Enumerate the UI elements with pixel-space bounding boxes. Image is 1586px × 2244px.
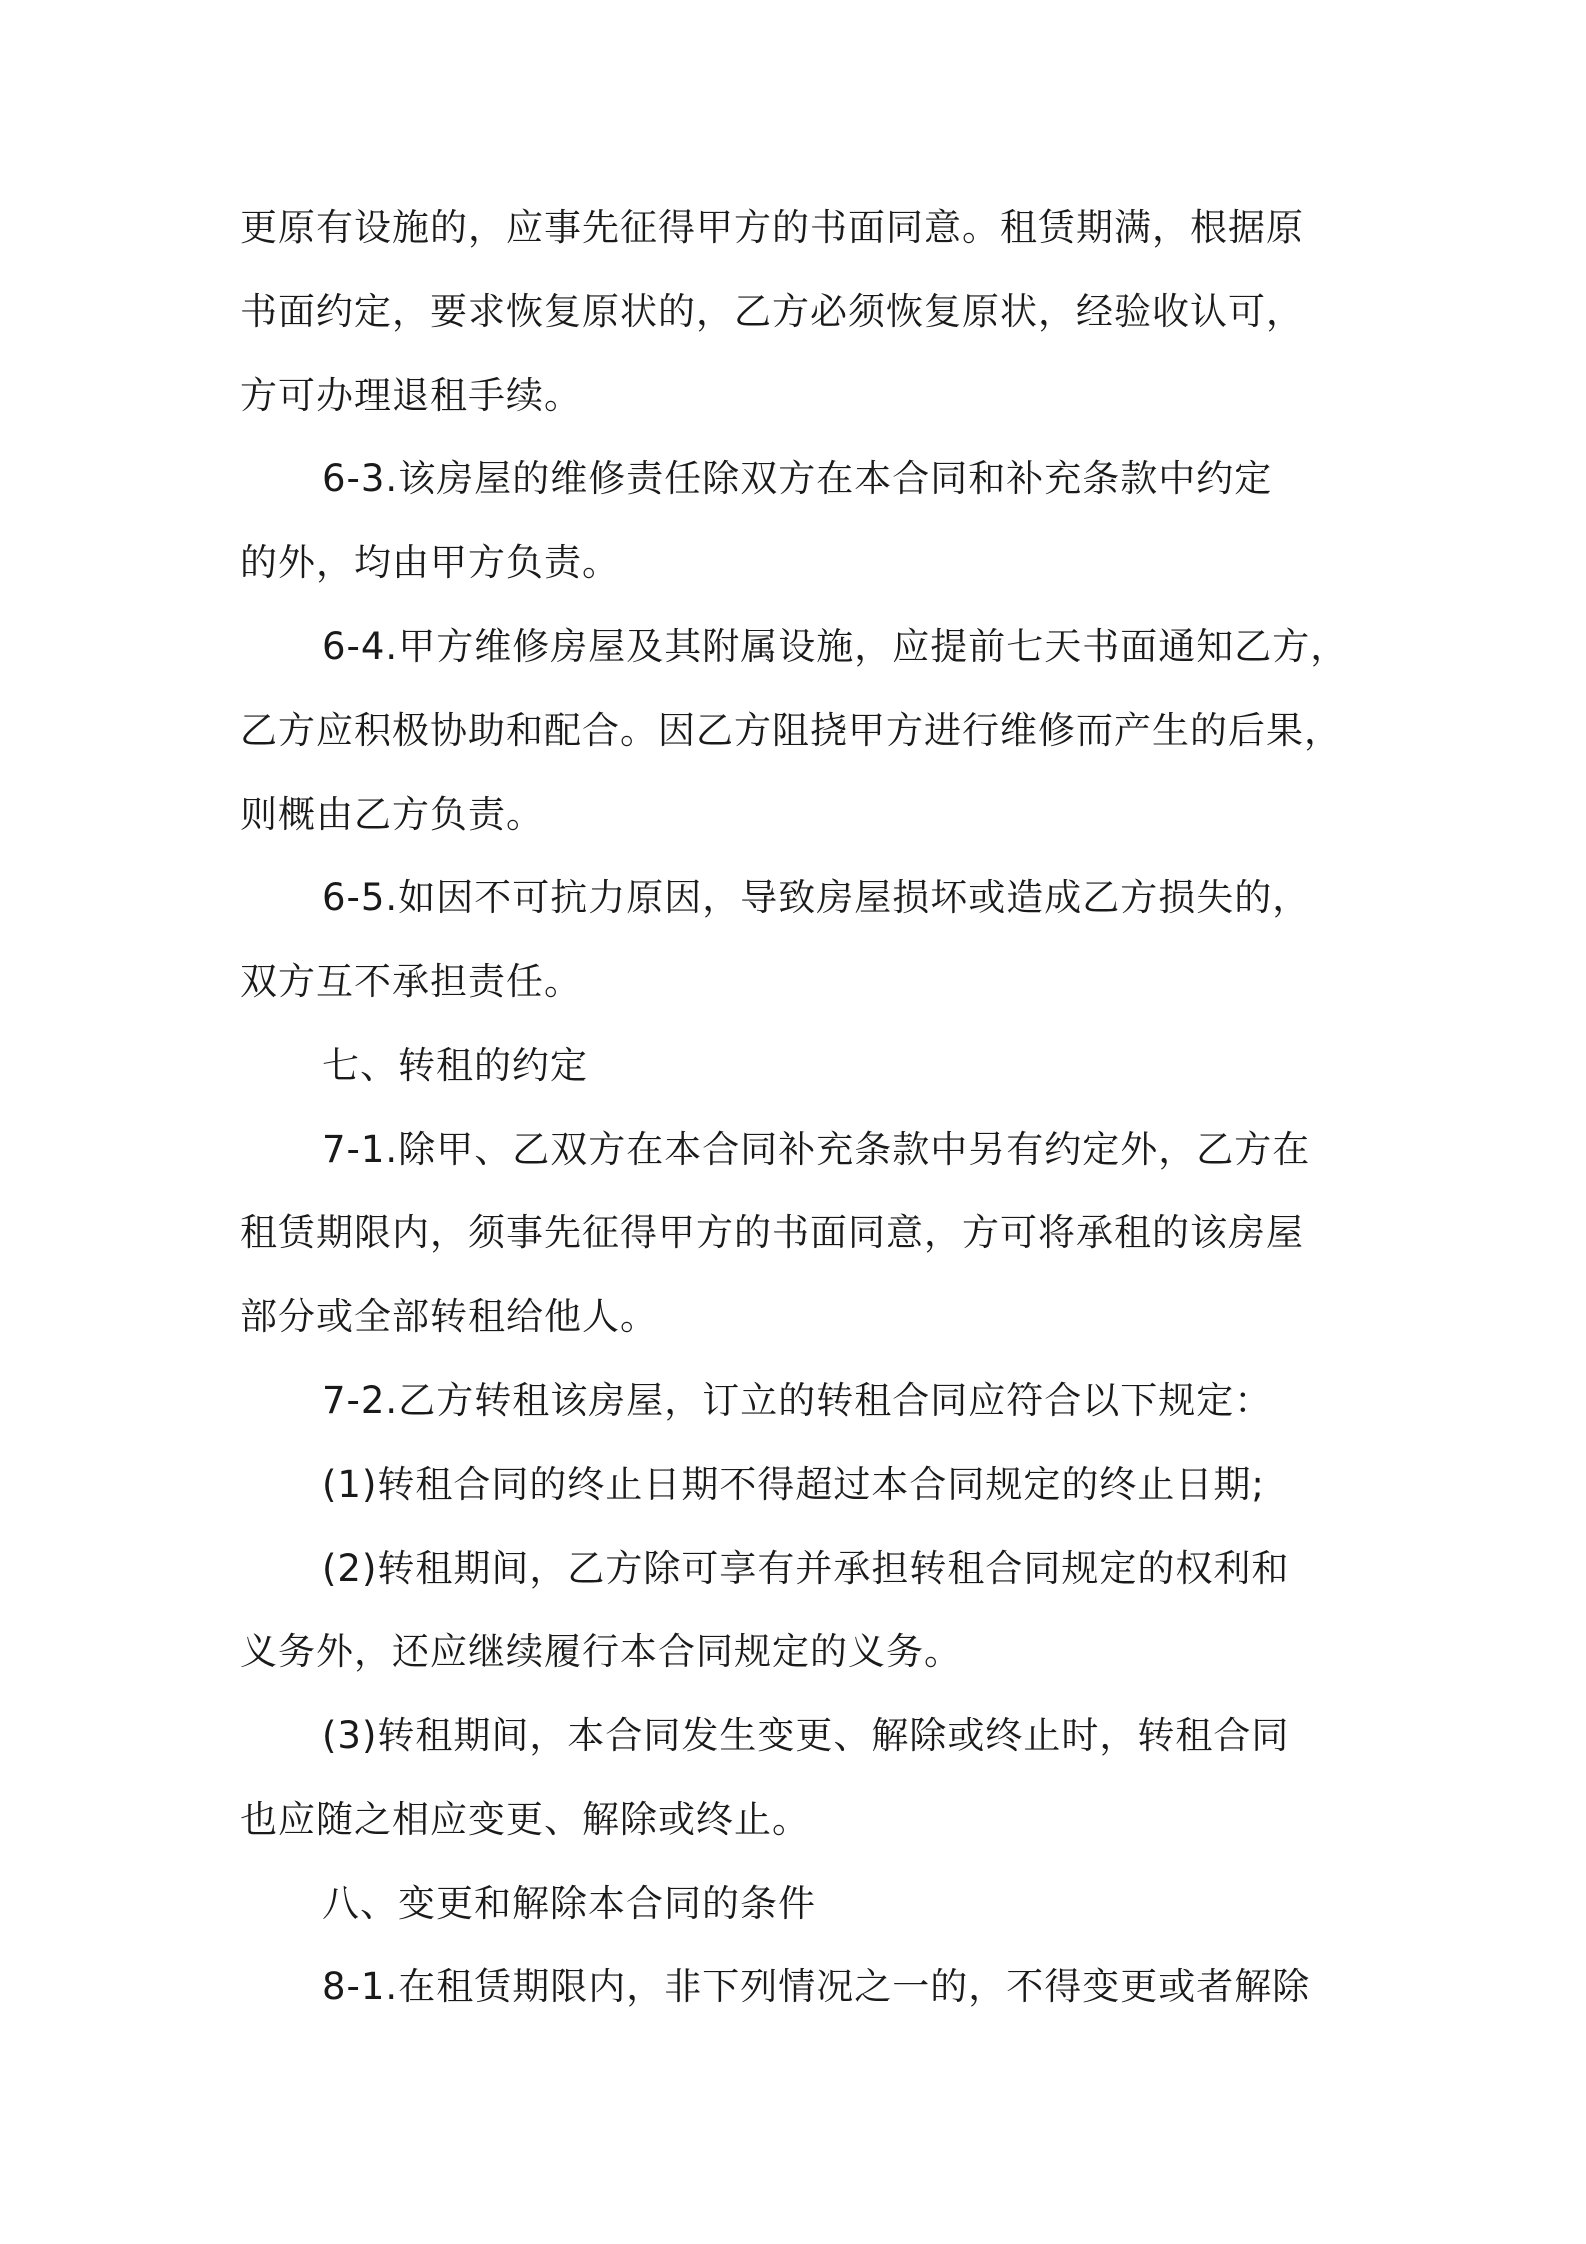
section-heading: 八、变更和解除本合同的条件 [322, 1882, 816, 1925]
text-line: 6-4.甲方维修房屋及其附属设施，应提前七天书面通知乙方， [322, 625, 1349, 668]
text-line: 部分或全部转租给他人。 [240, 1295, 658, 1338]
text-line: 乙方应积极协助和配合。因乙方阻挠甲方进行维修而产生的后果， [240, 709, 1342, 752]
text-line: 7-1.除甲、乙双方在本合同补充条款中另有约定外，乙方在 [322, 1128, 1311, 1171]
text-line: 6-5.如因不可抗力原因，导致房屋损坏或造成乙方损失的， [322, 876, 1311, 919]
text-line: (1)转租合同的终止日期不得超过本合同规定的终止日期; [322, 1463, 1265, 1506]
text-line: 则概由乙方负责。 [240, 793, 544, 836]
text-line: 8-1.在租赁期限内，非下列情况之一的，不得变更或者解除 [322, 1965, 1311, 2008]
text-line: 7-2.乙方转租该房屋，订立的转租合同应符合以下规定： [322, 1379, 1273, 1422]
text-line: (2)转租期间，乙方除可享有并承担转租合同规定的权利和 [322, 1547, 1290, 1590]
text-line: 书面约定，要求恢复原状的，乙方必须恢复原状，经验收认可， [240, 290, 1304, 333]
text-line: 租赁期限内，须事先征得甲方的书面同意，方可将承租的该房屋 [240, 1211, 1304, 1254]
text-line: 的外，均由甲方负责。 [240, 541, 620, 584]
text-line: 义务外，还应继续履行本合同规定的义务。 [240, 1630, 962, 1673]
text-line: 方可办理退租手续。 [240, 374, 582, 417]
text-line: 6-3.该房屋的维修责任除双方在本合同和补充条款中约定 [322, 457, 1273, 500]
section-heading: 七、转租的约定 [322, 1044, 588, 1087]
text-line: 双方互不承担责任。 [240, 960, 582, 1003]
text-line: 更原有设施的，应事先征得甲方的书面同意。租赁期满，根据原 [240, 206, 1304, 249]
text-line: 也应随之相应变更、解除或终止。 [240, 1798, 810, 1841]
text-line: (3)转租期间，本合同发生变更、解除或终止时，转租合同 [322, 1714, 1290, 1757]
